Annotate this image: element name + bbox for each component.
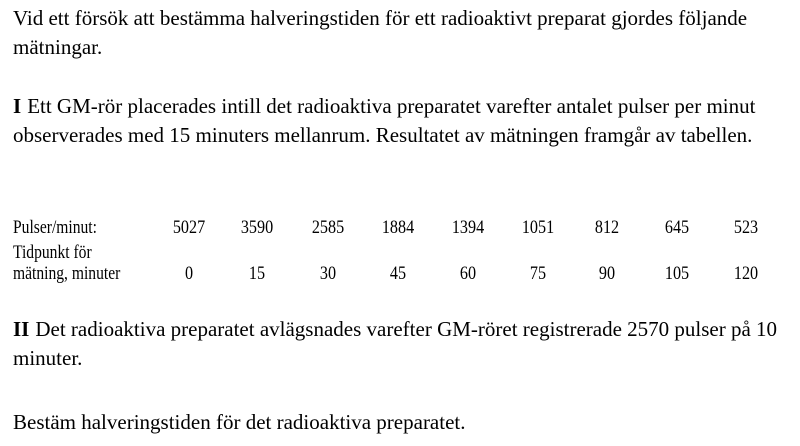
pulse-value-0: 5027 — [172, 217, 206, 238]
pulses-row-label: Pulser/minut: — [13, 217, 97, 238]
part-two-text: Det radioaktiva preparatet avlägsnades varefter GM-röret registrerade 2570 pulser på 10 minuter. — [13, 317, 778, 370]
pulse-value-1: 3590 — [240, 217, 274, 238]
time-value-5: 75 — [529, 263, 547, 284]
time-value-7: 105 — [664, 263, 690, 284]
time-row-label-line2: mätning, minuter — [13, 263, 121, 284]
measurement-table — [0, 216, 800, 291]
time-value-4: 60 — [459, 263, 477, 284]
intro-paragraph: Vid ett försök att bestämma halveringstiden för ett radioaktivt preparat gjordes följande mätningar. — [13, 6, 748, 59]
pulse-value-7: 645 — [664, 217, 690, 238]
time-value-1: 15 — [248, 263, 266, 284]
pulse-value-6: 812 — [594, 217, 620, 238]
time-value-2: 30 — [319, 263, 337, 284]
pulse-value-8: 523 — [733, 217, 759, 238]
pulse-value-3: 1884 — [381, 217, 415, 238]
part-one-text: Ett GM-rör placerades intill det radioaktiva preparatet varefter antalet pulser per minut observerades med 15 minuters mellanrum. Resultatet av mätningen framgår av tabellen. — [13, 94, 756, 147]
part-two-paragraph — [13, 315, 793, 373]
pulse-value-4: 1394 — [451, 217, 485, 238]
part-one-paragraph — [13, 92, 793, 150]
time-value-3: 45 — [389, 263, 407, 284]
time-value-0: 0 — [184, 263, 194, 284]
part-one-marker: I — [13, 94, 22, 118]
question-paragraph: Bestäm halveringstiden för det radioaktiva preparatet. — [13, 410, 466, 434]
part-two-marker: II — [13, 317, 30, 341]
time-row-label-line1: Tidpunkt för — [13, 242, 92, 263]
time-value-6: 90 — [598, 263, 616, 284]
time-value-8: 120 — [733, 263, 759, 284]
pulse-value-5: 1051 — [521, 217, 555, 238]
pulse-value-2: 2585 — [311, 217, 345, 238]
